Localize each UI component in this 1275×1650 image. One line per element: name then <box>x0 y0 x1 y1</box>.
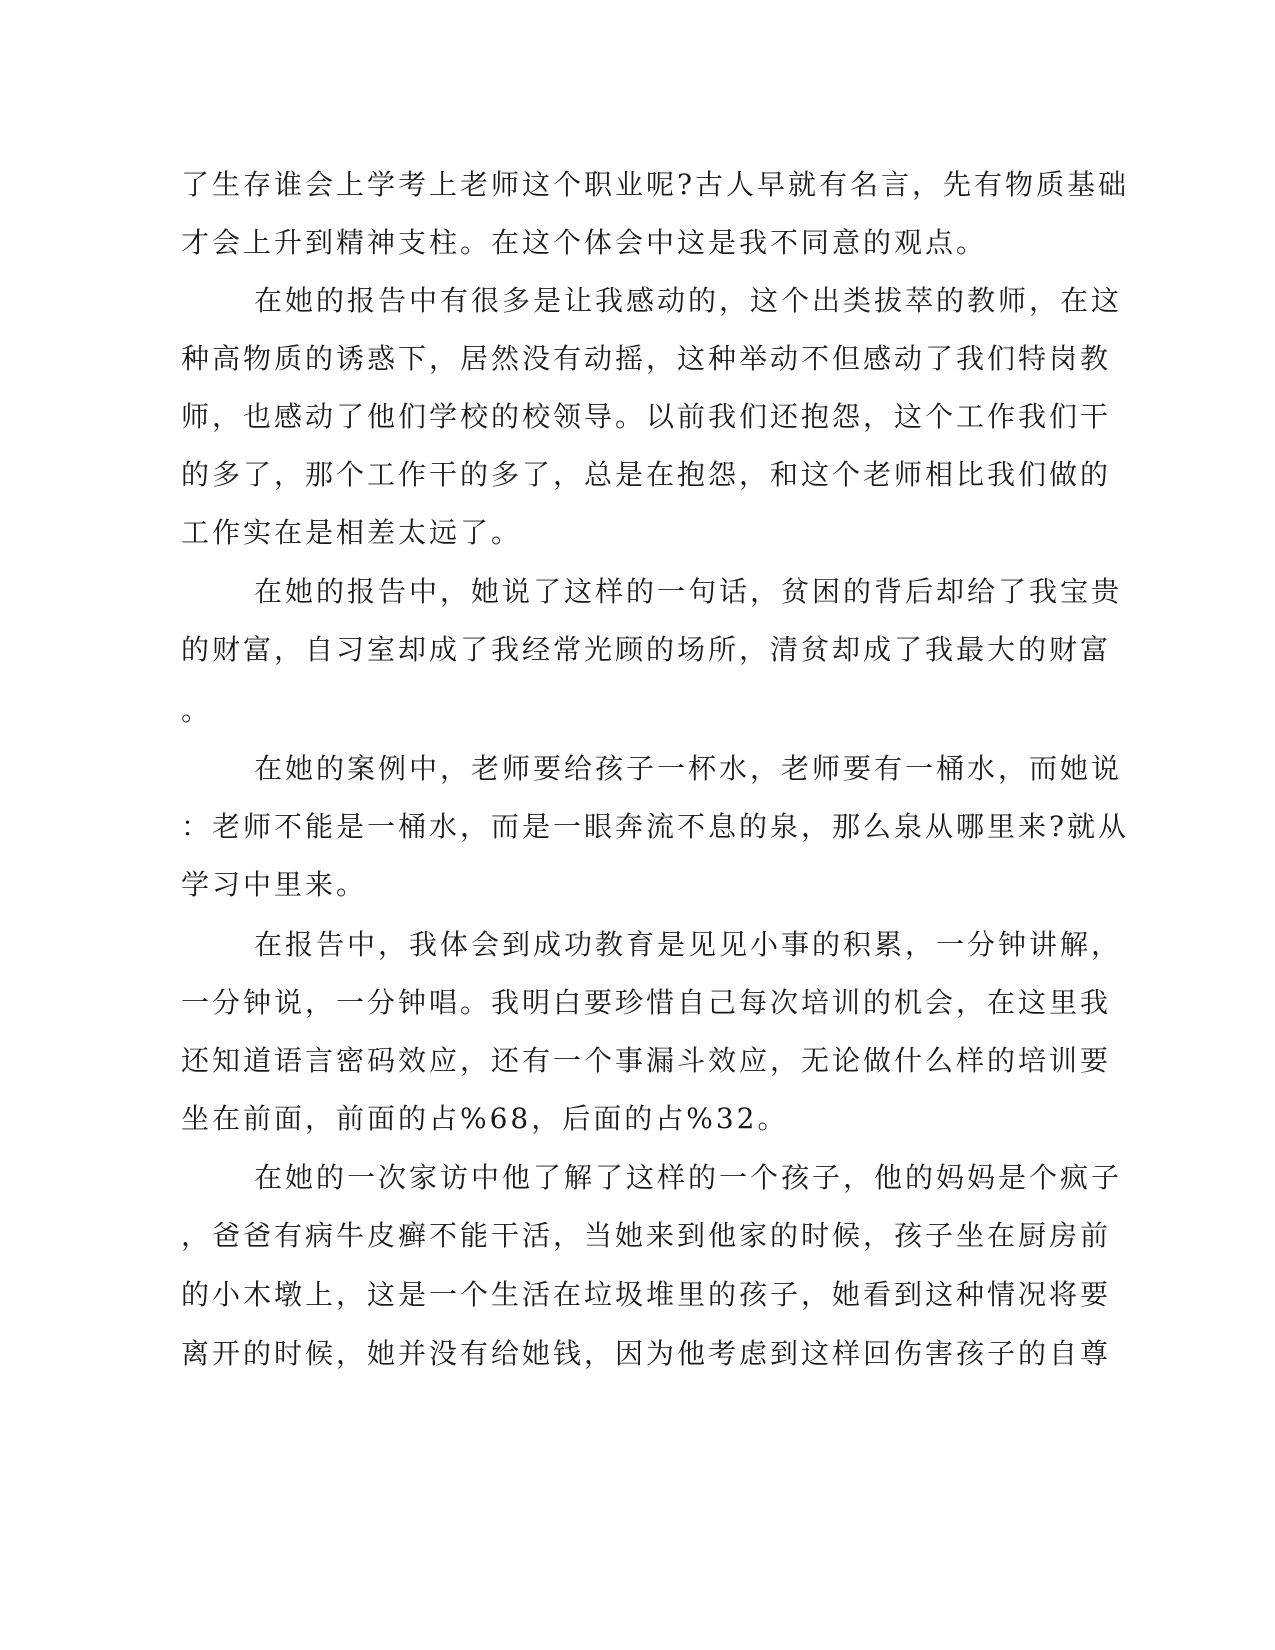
text-line: 师，也感动了他们学校的校领导。以前我们还抱怨，这个工作我们干 <box>181 400 1112 433</box>
text-line: 工作实在是相差太远了。 <box>181 516 523 549</box>
paragraph-first-line: 在报告中，我体会到成功教育是见见小事的积累，一分钟讲解， <box>254 928 1123 961</box>
text-line: 还知道语言密码效应，还有一个事漏斗效应，无论做什么样的培训要 <box>181 1044 1112 1077</box>
paragraph-first-line: 在她的报告中有很多是让我感动的，这个出类拔萃的教师，在这 <box>254 284 1123 317</box>
text-line: 的财富，自习室却成了我经常光顾的场所，清贫却成了我最大的财富 <box>181 633 1112 666</box>
text-line: 。 <box>181 694 213 727</box>
text-line: 的小木墩上，这是一个生活在垃圾堆里的孩子，她看到这种情况将要 <box>181 1278 1112 1311</box>
text-line: ，爸爸有病牛皮癣不能干活，当她来到他家的时候，孩子坐在厨房前 <box>181 1219 1112 1252</box>
text-line: 学习中里来。 <box>181 868 368 901</box>
text-line: 了生存谁会上学考上老师这个职业呢?古人早就有名言，先有物质基础 <box>181 168 1130 201</box>
text-line: 一分钟说，一分钟唱。我明白要珍惜自己每次培训的机会，在这里我 <box>181 986 1112 1019</box>
paragraph-first-line: 在她的报告中，她说了这样的一句话，贫困的背后却给了我宝贵 <box>254 575 1123 608</box>
text-line: 坐在前面，前面的占%68，后面的占%32。 <box>181 1102 789 1135</box>
text-line: 才会上升到精神支柱。在这个体会中这是我不同意的观点。 <box>181 226 988 259</box>
paragraph-first-line: 在她的案例中，老师要给孩子一杯水，老师要有一桶水，而她说 <box>254 752 1123 785</box>
paragraph-first-line: 在她的一次家访中他了解了这样的一个孩子，他的妈妈是个疯子 <box>254 1161 1123 1194</box>
text-line: 离开的时候，她并没有给她钱，因为他考虑到这样回伤害孩子的自尊 <box>181 1337 1112 1370</box>
text-line: 种高物质的诱惑下，居然没有动摇，这种举动不但感动了我们特岗教 <box>181 342 1112 375</box>
text-line: ：老师不能是一桶水，而是一眼奔流不息的泉，那么泉从哪里来?就从 <box>181 810 1130 843</box>
text-line: 的多了，那个工作干的多了，总是在抱怨，和这个老师相比我们做的 <box>181 458 1112 491</box>
